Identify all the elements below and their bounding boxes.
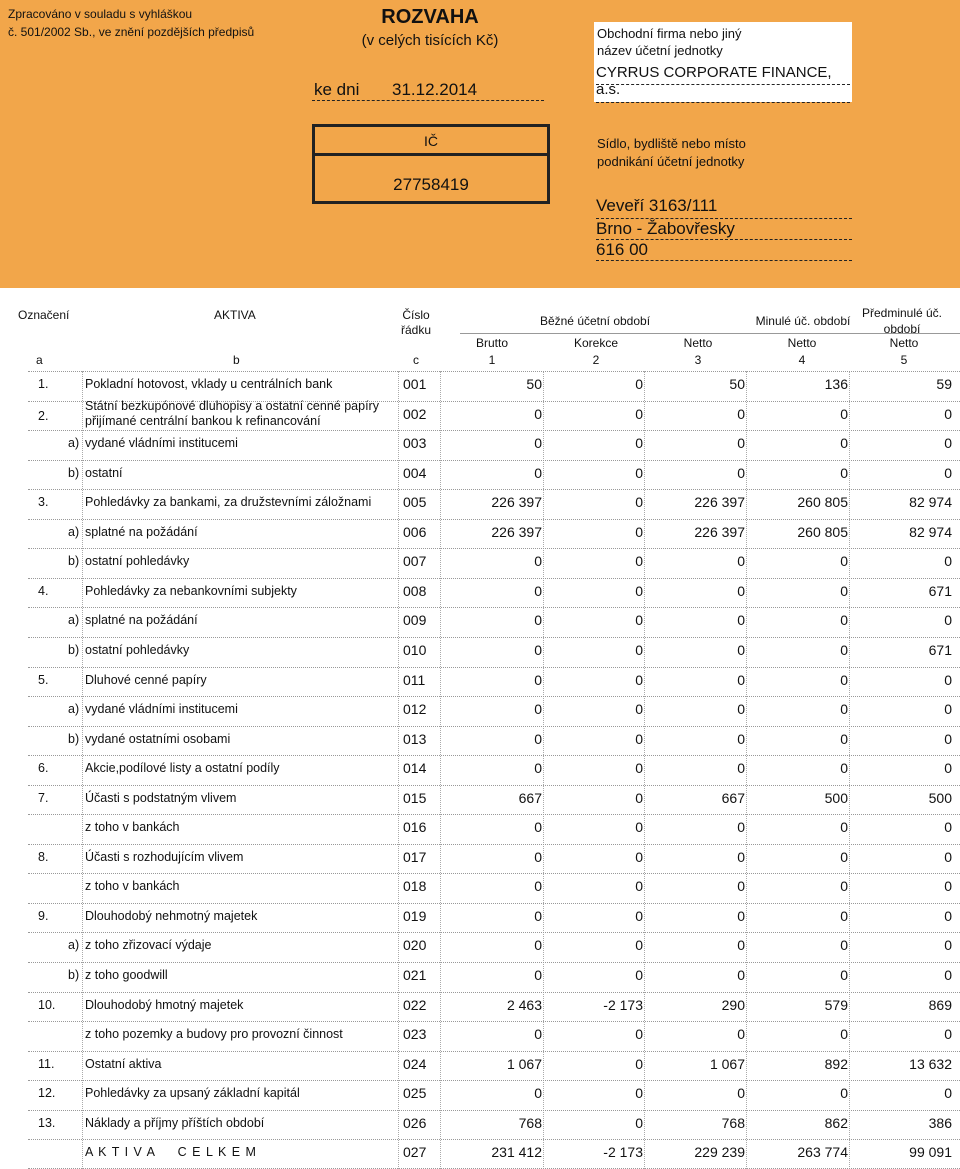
column-rule [746,371,748,1169]
row-label: vydané ostatními osobami [85,731,231,746]
value-col-2: 0 [635,967,643,983]
row-separator [28,607,960,608]
value-col-4: 862 [824,1114,848,1131]
col-netto-4: Netto [787,336,817,350]
value-col-4: 892 [824,1055,848,1072]
value-col-2: 0 [635,405,643,422]
col-brutto: Brutto [475,336,508,350]
row-separator [28,962,960,963]
value-col-4: 0 [840,730,848,747]
value-col-2: 0 [635,937,643,954]
doc-subtitle: (v celých tisících Kč) [361,32,499,49]
value-col-5: 0 [944,612,952,629]
value-col-4: 0 [840,848,848,865]
value-col-5: 0 [944,907,952,924]
row-label: z toho goodwill [85,968,168,982]
row-separator [28,814,960,815]
value-col-4: 0 [840,435,848,452]
row-sub-mark: b) [68,968,80,982]
row-separator [28,1051,960,1052]
value-col-4: 0 [840,612,848,629]
value-col-3: 1 067 [709,1055,745,1072]
row-label: z toho pozemky a budovy pro provozní činnost [85,1027,343,1042]
value-col-3: 0 [737,907,745,924]
value-col-2: 0 [635,760,643,777]
value-col-2: 0 [635,730,643,747]
value-col-2: 0 [635,1085,643,1102]
col-predminule-2: období [883,322,921,336]
row-separator [28,460,960,461]
column-rule [644,371,646,1169]
value-col-2: 0 [635,641,643,658]
value-col-4: 0 [840,1085,848,1102]
doc-title: ROZVAHA [381,6,479,28]
row-separator [28,667,960,668]
value-col-4: 0 [840,464,848,481]
row-label: vydané vládními institucemi [85,436,238,451]
value-col-2: -2 173 [603,996,643,1013]
row-mark: 5. [38,672,49,687]
row-label: splatné na požádání [85,524,198,539]
col-korekce: Korekce [573,336,619,350]
value-col-5: 0 [944,760,952,777]
row-code: 021 [403,967,427,983]
value-col-4: 0 [840,405,848,422]
value-col-3: 0 [737,641,745,658]
row-mark: 8. [38,849,49,864]
value-col-3: 50 [729,376,745,392]
compliance-line-1: Zpracováno v souladu s vyhláškou [8,7,193,21]
row-code: 014 [403,760,427,777]
row-code: 025 [403,1085,427,1102]
value-col-1: 0 [534,612,542,629]
value-col-1: 0 [534,405,542,422]
value-col-5: 500 [928,789,952,806]
value-col-3: 290 [721,996,745,1013]
value-col-2: 0 [635,435,643,452]
value-col-3: 0 [737,967,745,983]
row-separator [28,430,960,431]
value-col-3: 667 [721,789,745,806]
value-col-1: 1 067 [506,1055,542,1072]
value-col-2: 0 [635,878,643,895]
value-col-5: 99 091 [909,1144,952,1161]
row-separator [28,548,960,549]
value-col-1: 0 [534,1026,542,1043]
row-separator [28,992,960,993]
value-col-2: 0 [635,612,643,629]
row-separator [28,932,960,933]
value-col-2: 0 [635,1026,643,1043]
value-col-4: 0 [840,701,848,718]
row-mark: 12. [38,1086,56,1101]
value-col-3: 0 [737,848,745,865]
row-label: Pohledávky za bankami, za družstevními záložnami [85,495,372,510]
col-netto-3: Netto [683,336,713,350]
value-col-2: 0 [635,1055,643,1072]
row-code: 026 [403,1114,427,1131]
row-label: vydané vládními institucemi [85,702,238,717]
value-col-4: 500 [824,789,848,806]
date-label: ke dni [314,80,360,99]
value-col-4: 263 774 [797,1144,848,1161]
col-oznaceni: Označení [18,308,70,322]
row-code: 001 [403,376,427,392]
value-col-5: 0 [944,967,952,983]
value-col-5: 82 974 [909,523,952,540]
value-col-2: 0 [635,523,643,540]
row-separator [28,1080,960,1081]
value-col-4: 136 [824,376,848,392]
row-mark: 6. [38,761,49,776]
value-col-1: 226 397 [491,494,542,511]
row-sub-mark: b) [68,642,80,657]
col-aktiva: AKTIVA [214,308,256,322]
value-col-4: 579 [824,996,848,1013]
value-col-5: 0 [944,730,952,747]
value-col-1: 667 [518,789,542,806]
row-separator [28,489,960,490]
row-label: Dluhové cenné papíry [85,672,207,687]
row-mark: 7. [38,790,49,805]
value-col-1: 0 [534,878,542,895]
row-code: 022 [403,996,427,1013]
row-separator [28,371,960,372]
value-col-4: 0 [840,937,848,954]
row-mark: 2. [38,408,49,423]
row-separator [28,1110,960,1111]
row-label-2: přijímané centrální bankou k refinancování [85,413,321,428]
value-col-1: 2 463 [506,996,542,1013]
row-code: 010 [403,641,427,658]
value-col-3: 226 397 [694,494,745,511]
value-col-2: 0 [635,582,643,599]
row-label: Náklady a příjmy příštích období [85,1115,265,1130]
row-code: 006 [403,523,427,540]
value-col-4: 0 [840,819,848,836]
row-separator [28,696,960,697]
value-col-1: 0 [534,730,542,747]
column-rule [82,371,84,1169]
value-col-4: 0 [840,641,848,658]
value-col-1: 0 [534,701,542,718]
value-col-3: 229 239 [694,1144,745,1161]
idx-a: a [36,353,43,367]
row-label: ostatní [85,465,123,480]
value-col-4: 0 [840,582,848,599]
row-code: 003 [403,435,427,452]
col-cislo-1: Číslo [402,308,430,322]
column-rule [440,371,442,1169]
value-col-1: 0 [534,641,542,658]
row-code: 018 [403,878,427,895]
value-col-3: 0 [737,553,745,570]
value-col-3: 0 [737,937,745,954]
seat-label-1: Sídlo, bydliště nebo místo [597,136,746,151]
row-label: Dlouhodobý nehmotný majetek [85,908,258,923]
value-col-5: 671 [928,641,952,658]
row-sub-mark: a) [68,938,80,953]
row-label: Účasti s rozhodujícím vlivem [85,849,244,864]
row-separator [28,844,960,845]
row-label: Pokladní hotovost, vklady u centrálních bank [85,377,333,391]
row-label: Účasti s podstatným vlivem [85,790,237,805]
column-rule [849,371,851,1169]
value-col-5: 0 [944,937,952,954]
value-col-3: 0 [737,1026,745,1043]
value-col-5: 0 [944,819,952,836]
value-col-3: 0 [737,819,745,836]
value-col-5: 0 [944,848,952,865]
value-col-1: 0 [534,967,542,983]
value-col-1: 0 [534,582,542,599]
value-col-3: 0 [737,760,745,777]
row-label: z toho v bankách [85,879,180,894]
row-separator [28,637,960,638]
value-col-3: 0 [737,730,745,747]
value-col-3: 0 [737,1085,745,1102]
value-col-3: 226 397 [694,523,745,540]
row-separator [28,1139,960,1140]
idx-3: 3 [694,353,702,367]
value-col-5: 0 [944,405,952,422]
value-col-3: 768 [721,1114,745,1131]
value-col-5: 0 [944,878,952,895]
row-label: Státní bezkupónové dluhopisy a ostatní cenné papíry [85,398,379,413]
row-separator [28,519,960,520]
date-value: 31.12.2014 [392,80,478,99]
value-col-4: 260 805 [797,523,848,540]
value-col-2: -2 173 [603,1144,643,1161]
value-col-2: 0 [635,494,643,511]
row-separator [28,726,960,727]
value-col-1: 50 [526,376,542,392]
value-col-1: 0 [534,1085,542,1102]
value-col-5: 0 [944,1026,952,1043]
value-col-1: 0 [534,819,542,836]
firm-label-1: Obchodní firma nebo jiný [597,26,742,41]
row-separator [28,785,960,786]
value-col-4: 0 [840,907,848,924]
value-col-2: 0 [635,464,643,481]
row-code: 004 [403,464,427,481]
value-col-1: 0 [534,907,542,924]
row-mark: 4. [38,583,49,598]
value-col-3: 0 [737,582,745,599]
row-sub-mark: a) [68,524,80,539]
idx-5: 5 [900,353,908,367]
value-col-2: 0 [635,701,643,718]
row-mark: 10. [38,997,56,1012]
col-minule: Minulé úč. období [755,314,851,328]
idx-4: 4 [798,353,806,367]
row-code: 002 [403,405,427,422]
row-separator [28,873,960,874]
value-col-5: 0 [944,1085,952,1102]
row-code: 019 [403,907,427,924]
idx-2: 2 [592,353,600,367]
value-col-5: 671 [928,582,952,599]
value-col-2: 0 [635,553,643,570]
row-code: 005 [403,494,427,511]
col-predminule-1: Předminulé úč. [861,306,943,320]
value-col-3: 0 [737,464,745,481]
compliance-line-2: č. 501/2002 Sb., ve znění pozdějších předpisů [8,25,255,39]
row-label: Dlouhodobý hmotný majetek [85,997,244,1012]
ic-label: IČ [424,133,438,149]
row-separator [28,1021,960,1022]
row-label: ostatní pohledávky [85,642,190,657]
value-col-4: 0 [840,760,848,777]
col-netto-5: Netto [889,336,919,350]
row-code: 016 [403,819,427,836]
value-col-4: 0 [840,967,848,983]
value-col-3: 0 [737,435,745,452]
row-code: 009 [403,612,427,629]
row-code: 015 [403,789,427,806]
value-col-5: 0 [944,701,952,718]
value-col-5: 0 [944,464,952,481]
ic-value: 27758419 [393,175,469,194]
value-col-1: 0 [534,553,542,570]
value-col-3: 0 [737,671,745,688]
row-label: Ostatní aktiva [85,1056,162,1071]
row-sub-mark: a) [68,702,80,717]
idx-c: c [413,353,419,367]
value-col-1: 0 [534,435,542,452]
value-col-2: 0 [635,671,643,688]
value-col-3: 0 [737,612,745,629]
value-col-1: 226 397 [491,523,542,540]
value-col-4: 260 805 [797,494,848,511]
row-separator [28,755,960,756]
value-col-3: 0 [737,701,745,718]
value-col-5: 13 632 [909,1055,952,1072]
value-col-1: 0 [534,760,542,777]
value-col-5: 59 [936,376,952,392]
address-street: Veveří 3163/111 [596,196,852,219]
row-code: 027 [403,1144,427,1161]
value-col-5: 0 [944,553,952,570]
column-rule [543,371,545,1169]
row-label: z toho v bankách [85,820,180,835]
firm-name: CYRRUS CORPORATE FINANCE, a.s. [596,64,850,85]
row-code: 023 [403,1026,427,1043]
row-code: 013 [403,730,427,747]
row-sub-mark: a) [68,613,80,628]
value-col-1: 0 [534,671,542,688]
value-col-5: 869 [928,996,952,1013]
value-col-5: 386 [928,1114,952,1131]
value-col-2: 0 [635,376,643,392]
column-rule [398,371,400,1169]
row-mark: 3. [38,495,49,510]
col-bezne: Běžné účetní období [539,314,651,328]
row-mark: 9. [38,908,49,923]
value-col-4: 0 [840,1026,848,1043]
row-code: 017 [403,848,427,865]
col-cislo-2: řádku [400,323,432,337]
row-sub-mark: a) [68,436,80,451]
address-zip: 616 00 [596,240,852,261]
value-col-1: 0 [534,848,542,865]
value-col-3: 0 [737,878,745,895]
value-col-1: 0 [534,937,542,954]
row-sub-mark: b) [68,554,80,569]
row-label: ostatní pohledávky [85,554,190,569]
value-col-5: 0 [944,435,952,452]
value-col-3: 0 [737,405,745,422]
row-label: Pohledávky za nebankovními subjekty [85,583,297,598]
value-col-2: 0 [635,1114,643,1131]
value-col-5: 0 [944,671,952,688]
row-code: 011 [403,671,426,688]
idx-b: b [233,353,240,367]
row-sub-mark: b) [68,731,80,746]
seat-label-2: podnikání účetní jednotky [597,154,745,169]
value-col-5: 82 974 [909,494,952,511]
row-label: splatné na požádání [85,613,198,628]
row-label: Akcie,podílové listy a ostatní podíly [85,761,280,776]
row-separator [28,903,960,904]
row-code: 024 [403,1055,427,1072]
row-mark: 13. [38,1115,56,1130]
address-city: Brno - Žabovřesky [596,219,852,240]
value-col-2: 0 [635,848,643,865]
row-code: 020 [403,937,427,954]
total-label: A K T I V A C E L K E M [85,1145,257,1160]
value-col-2: 0 [635,819,643,836]
idx-1: 1 [488,353,496,367]
row-mark: 11. [38,1056,55,1071]
value-col-1: 0 [534,464,542,481]
row-label: Pohledávky za upsaný základní kapitál [85,1086,300,1101]
firm-label-2: název účetní jednotky [597,43,723,58]
value-col-1: 231 412 [491,1144,542,1161]
row-mark: 1. [38,377,49,391]
row-sub-mark: b) [68,465,80,480]
row-code: 012 [403,701,427,718]
row-code: 007 [403,553,427,570]
value-col-1: 768 [518,1114,542,1131]
value-col-4: 0 [840,878,848,895]
value-col-2: 0 [635,789,643,806]
row-label: z toho zřizovací výdaje [85,938,212,953]
row-separator [28,578,960,579]
value-col-2: 0 [635,907,643,924]
value-col-4: 0 [840,671,848,688]
row-code: 008 [403,582,427,599]
value-col-4: 0 [840,553,848,570]
